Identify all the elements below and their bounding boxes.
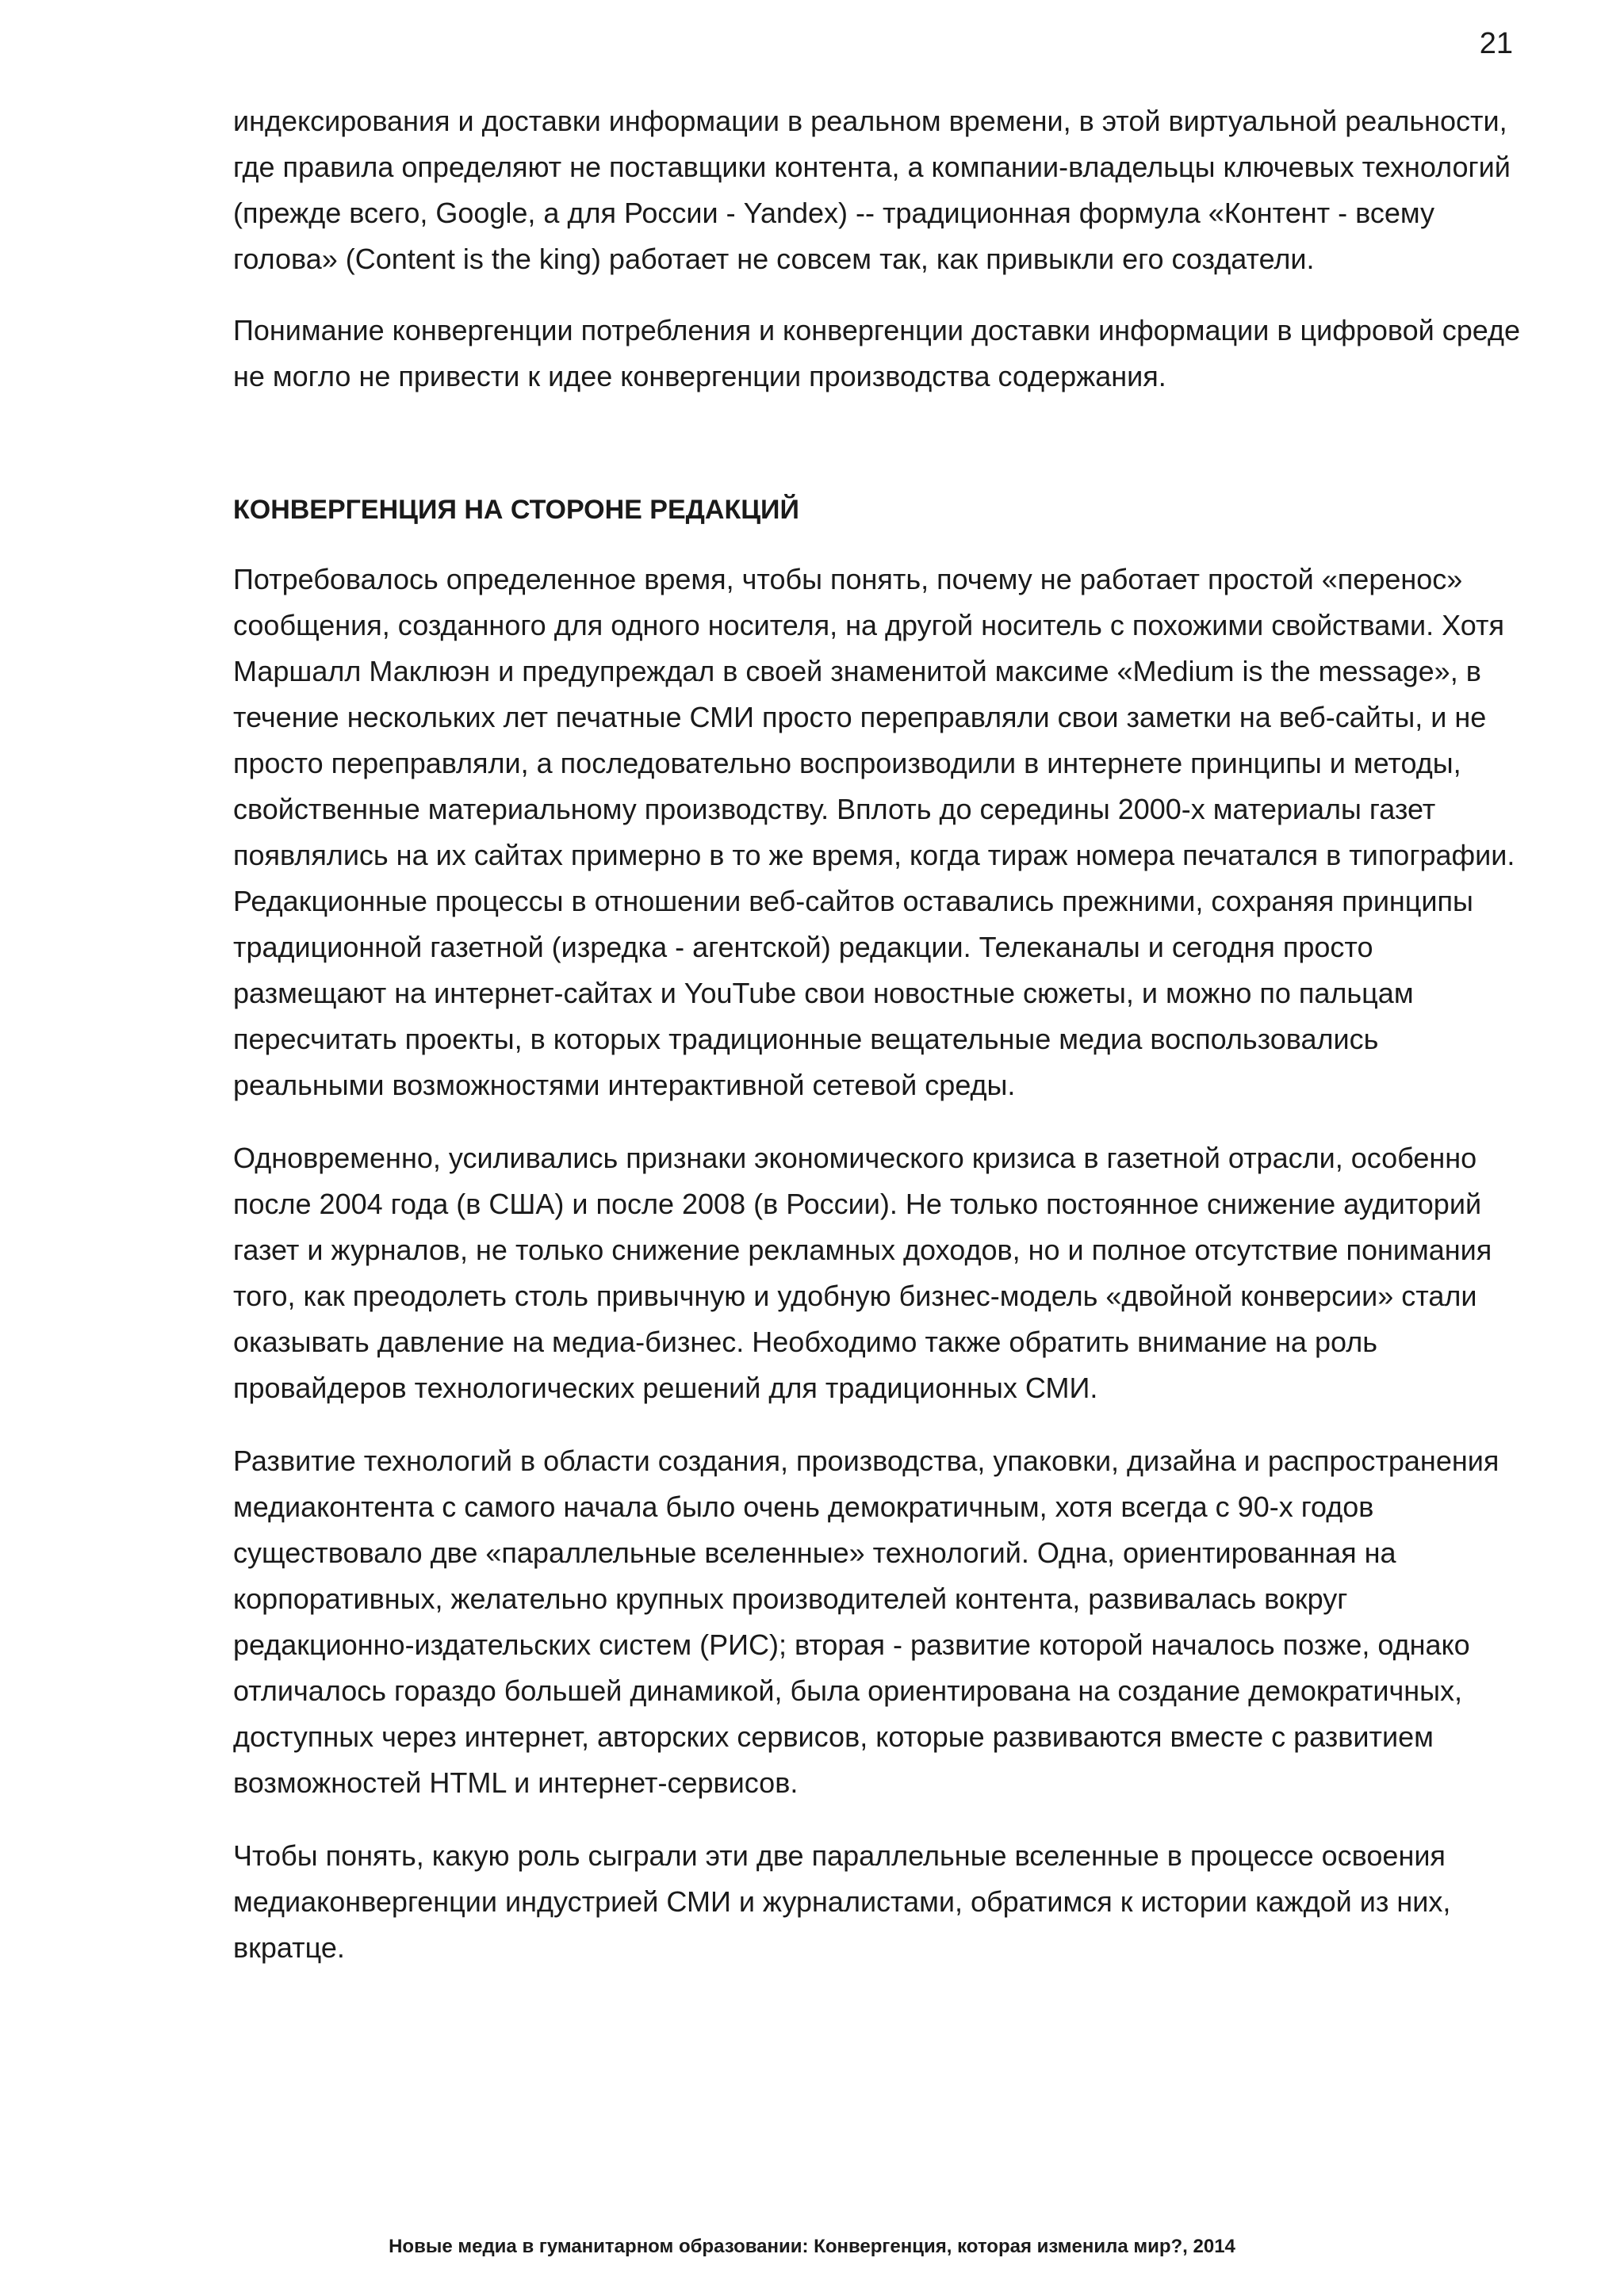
paragraph-content-transfer: Потребовалось определенное время, чтобы понять, почему не работает простой «перенос» сообщения, созданного для одного носителя, на другой носитель с похожими свойствами. Хотя Маршалл Маклюэн и предупреждал в своей знаменитой максиме «Medium is the message», в течение нескольких лет печатные СМИ просто переправляли свои заметки на веб-сайты, и не просто переправляли, а последовательно воспроизводили в интернете принципы и методы, свойственные материальному производству. Вплоть до середины 2000-х материалы газет появлялись на их сайтах примерно в то же время, когда тираж номера печатался в типографии. Редакционные процессы в отношении веб-сайтов оставались прежними, сохраняя принципы традиционной газетной (изредка - агентской) редакции. Телеканалы и сегодня просто размещают на интернет-сайтах и YouTube свои новостные сюжеты, и можно по пальцам пересчитать проекты, в которых традиционные вещательные медиа воспользовались реальными возможностями интерактивной сетевой среды.	[233, 563, 1515, 1101]
paragraph-economic-crisis: Одновременно, усиливались признаки экономического кризиса в газетной отрасли, особенно после 2004 года (в США) и после 2008 (в России). Не только постоянное снижение аудиторий газет и журналов, не только снижение рекламных доходов, но и полное отсутствие понимания того, как преодолеть столь привычную и удобную бизнес-модель «двойной конверсии» стали оказывать давление на медиа-бизнес. Необходимо также обратить внимание на роль провайдеров технологических решений для традиционных СМИ.	[233, 1142, 1492, 1404]
paragraph-continuation: индексирования и доставки информации в реальном времени, в этой виртуальной реальности, где правила определяют не поставщики контента, а компании-владельцы ключевых технологий (прежде всего, Google, а для России - Yandex) -- традиционная формула «Контент - всему голова» (Content is the king) работает не совсем так, как привыкли его создатели.	[233, 105, 1511, 275]
paragraph-technology-development: Развитие технологий в области создания, производства, упаковки, дизайна и распространения медиаконтента с самого начала было очень демократичным, хотя всегда с 90-х годов существовало две «параллельные вселенные» технологий. Одна, ориентированная на корпоративных, желательно крупных производителей контента, развивалась вокруг редакционно-издательских систем (РИС); вторая - развитие которой началось позже, однако отличалось гораздо большей динамикой, была ориентирована на создание демократичных, доступных через интернет, авторских сервисов, которые развиваются вместе с развитием возможностей HTML и интернет-сервисов.	[233, 1445, 1500, 1799]
paragraph-parallel-universes: Чтобы понять, какую роль сыграли эти две параллельные вселенные в процессе освоения медиаконвергенции индустрией СМИ и журналистами, обратимся к истории каждой из них, вкратце.	[233, 1839, 1451, 1964]
page-number: 21	[1479, 27, 1513, 60]
page-footer: Новые медиа в гуманитарном образовании: Конвергенция, которая изменила мир?, 2014	[389, 2236, 1235, 2257]
paragraph-convergence-understanding: Понимание конвергенции потребления и конвергенции доставки информации в цифровой среде не могло не привести к идее конвергенции производства содержания.	[233, 314, 1520, 392]
page-content	[233, 98, 1521, 1998]
section-heading: КОНВЕРГЕНЦИЯ НА СТОРОНЕ РЕДАКЦИЙ	[233, 495, 799, 525]
